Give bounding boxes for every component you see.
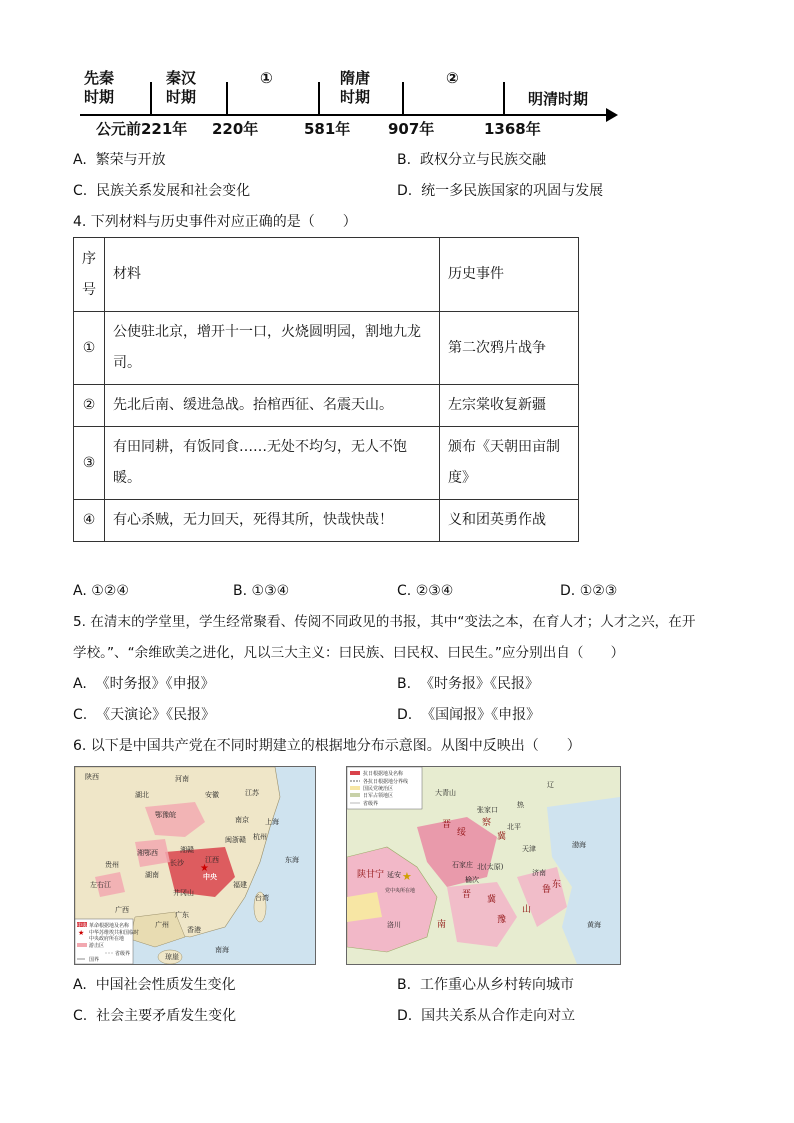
- svg-text:冀: 冀: [487, 895, 497, 905]
- svg-text:榆次: 榆次: [465, 876, 479, 884]
- q6-option-b[interactable]: B. 工作重心从乡村转向城市: [397, 977, 574, 993]
- svg-text:湘鄂西: 湘鄂西: [137, 849, 158, 857]
- q3-option-b[interactable]: B. 政权分立与民族交融: [397, 152, 546, 168]
- svg-text:中央: 中央: [77, 923, 88, 929]
- svg-text:省级界: 省级界: [115, 951, 131, 957]
- svg-text:★: ★: [78, 929, 85, 937]
- svg-text:豫: 豫: [497, 915, 507, 925]
- table-row: [74, 385, 579, 427]
- timeline-year: 907年: [388, 120, 435, 138]
- svg-text:中央: 中央: [203, 873, 217, 881]
- svg-text:大青山: 大青山: [435, 789, 456, 797]
- svg-text:北平: 北平: [507, 823, 521, 831]
- q3-option-a[interactable]: A. 繁荣与开放: [73, 152, 166, 168]
- row-index: ④: [74, 500, 105, 542]
- svg-text:辽: 辽: [547, 781, 554, 789]
- timeline-tick: [226, 82, 228, 116]
- svg-text:南: 南: [437, 920, 447, 930]
- timeline-tick: [503, 82, 505, 116]
- q6-option-c[interactable]: C. 社会主要矛盾发生变化: [73, 1008, 237, 1024]
- row-index: ②: [74, 385, 105, 427]
- svg-text:晋: 晋: [442, 820, 452, 830]
- table-header-row: [74, 238, 579, 312]
- svg-text:福建: 福建: [233, 881, 247, 889]
- svg-text:鄂豫皖: 鄂豫皖: [155, 811, 176, 819]
- svg-text:上海: 上海: [265, 818, 279, 826]
- svg-text:中华苏维埃共和国临时: 中华苏维埃共和国临时: [89, 930, 140, 936]
- svg-text:南海: 南海: [215, 946, 229, 954]
- svg-text:东: 东: [552, 880, 562, 890]
- row-material: 公使驻北京，增开十一口，火烧圆明园，割地九龙 司。: [105, 312, 440, 385]
- svg-text:长沙: 长沙: [170, 859, 184, 867]
- svg-text:天津: 天津: [522, 845, 536, 853]
- row-material: 有心杀贼，无力回天，死得其所，快哉快哉！: [105, 500, 440, 542]
- svg-text:广州: 广州: [155, 921, 169, 929]
- table-header-material: 材料: [105, 238, 440, 312]
- row-index: ③: [74, 427, 105, 500]
- svg-text:台湾: 台湾: [255, 894, 269, 902]
- soviet-base-areas-map: [74, 766, 316, 965]
- svg-text:中央政府所在地: 中央政府所在地: [89, 936, 125, 942]
- svg-text:热: 热: [517, 801, 524, 809]
- q5-option-a[interactable]: A. 《时务报》《申报》: [73, 676, 215, 692]
- timeline-year: 581年: [304, 120, 351, 138]
- timeline-period-ming-qing: 明清时期: [528, 90, 589, 108]
- row-event: 左宗棠收复新疆: [440, 385, 579, 427]
- timeline-period-blank-1: ①: [260, 69, 273, 87]
- q3-option-c[interactable]: C. 民族关系发展和社会变化: [73, 183, 251, 199]
- svg-text:北(太原): 北(太原): [477, 863, 504, 871]
- svg-text:左右江: 左右江: [90, 881, 111, 889]
- table-row: [74, 312, 579, 385]
- table-header-event: 历史事件: [440, 238, 579, 312]
- row-event: 义和团英勇作战: [440, 500, 579, 542]
- row-event: 第二次鸦片战争: [440, 312, 579, 385]
- timeline-arrow-icon: [606, 108, 618, 122]
- timeline-axis: [80, 114, 610, 116]
- q4-option-d[interactable]: D. ①②③: [560, 583, 618, 599]
- capital-star-icon: ★: [200, 863, 209, 874]
- table-row: [74, 427, 579, 500]
- table-row: [74, 500, 579, 542]
- q5-stem-line-1: 5. 在清末的学堂里，学生经常聚看、传阅不同政见的书报，其中“变法之本，在育人才；人才之兴，在开: [73, 614, 696, 630]
- svg-text:山: 山: [522, 905, 532, 915]
- yanan-star-icon: ★: [402, 870, 412, 883]
- svg-text:党中央所在地: 党中央所在地: [385, 888, 416, 894]
- timeline-year: 220年: [212, 120, 259, 138]
- svg-text:香港: 香港: [187, 926, 201, 934]
- svg-text:国民党统治区: 国民党统治区: [363, 786, 394, 792]
- svg-text:张家口: 张家口: [477, 806, 498, 814]
- q5-option-d[interactable]: D. 《国闻报》《申报》: [397, 707, 541, 723]
- timeline-tick: [150, 82, 152, 116]
- svg-text:湖南: 湖南: [145, 871, 159, 879]
- svg-text:国界: 国界: [89, 957, 100, 963]
- svg-text:广东: 广东: [175, 911, 189, 919]
- svg-text:洛川: 洛川: [387, 921, 401, 929]
- svg-text:石家庄: 石家庄: [452, 861, 473, 869]
- svg-text:济南: 济南: [532, 869, 546, 877]
- svg-text:陕甘宁: 陕甘宁: [357, 870, 385, 880]
- svg-text:广西: 广西: [115, 906, 129, 914]
- svg-text:各抗日根据地分界线: 各抗日根据地分界线: [363, 779, 409, 785]
- svg-text:察: 察: [482, 818, 492, 828]
- map2-legend: [347, 767, 422, 809]
- svg-text:晋: 晋: [462, 890, 472, 900]
- svg-text:江苏: 江苏: [245, 789, 259, 797]
- svg-text:冀: 冀: [497, 832, 507, 842]
- q6-option-d[interactable]: D. 国共关系从合作走向对立: [397, 1008, 576, 1024]
- q4-option-c[interactable]: C. ②③④: [397, 583, 454, 599]
- svg-text:黄海: 黄海: [587, 921, 601, 929]
- q4-option-b[interactable]: B. ①③④: [233, 583, 290, 599]
- row-material: 先北后南、缓进急战。抬棺西征、名震天山。: [105, 385, 440, 427]
- q4-material-table: [73, 237, 579, 542]
- svg-text:琼崖: 琼崖: [165, 953, 179, 961]
- svg-text:延安: 延安: [387, 871, 401, 879]
- timeline-year: 1368年: [484, 120, 541, 138]
- svg-text:湖北: 湖北: [135, 791, 149, 799]
- svg-text:陕西: 陕西: [85, 773, 99, 781]
- svg-text:湘赣: 湘赣: [180, 846, 194, 854]
- svg-text:游击区: 游击区: [89, 943, 105, 949]
- row-event: 颁布《天朝田亩制 度》: [440, 427, 579, 500]
- row-index: ①: [74, 312, 105, 385]
- svg-text:抗日根据地及名称: 抗日根据地及名称: [363, 771, 404, 777]
- svg-text:杭州: 杭州: [253, 833, 267, 841]
- timeline-period-blank-2: ②: [446, 69, 459, 87]
- svg-text:日军占领地区: 日军占领地区: [363, 793, 394, 799]
- svg-text:闽浙赣: 闽浙赣: [225, 836, 246, 844]
- q4-option-a[interactable]: A. ①②④: [73, 583, 129, 599]
- timeline-tick: [318, 82, 320, 116]
- timeline-year: 公元前221年: [96, 120, 188, 138]
- svg-text:东海: 东海: [285, 856, 299, 864]
- svg-text:安徽: 安徽: [205, 791, 219, 799]
- q6-stem: 6. 以下是中国共产党在不同时期建立的根据地分布示意图。从图中反映出（ ）: [73, 738, 581, 754]
- svg-text:井冈山: 井冈山: [173, 889, 194, 897]
- q4-stem: 4. 下列材料与历史事件对应正确的是（ ）: [73, 214, 357, 230]
- table-header-index: 序 号: [74, 238, 105, 312]
- svg-text:渤海: 渤海: [572, 841, 586, 849]
- timeline-period-qin-han: 秦汉 时期: [166, 69, 197, 106]
- kmt-area: [347, 892, 382, 922]
- svg-text:绥: 绥: [457, 828, 467, 838]
- q5-option-b[interactable]: B. 《时务报》《民报》: [397, 676, 539, 692]
- svg-text:鲁: 鲁: [542, 885, 552, 895]
- q5-stem-line-2: 学校。”、“余维欧美之进化，凡以三大主义：曰民族、曰民权、曰民生。”应分别出自（ ）: [73, 645, 625, 661]
- timeline-period-pre-qin: 先秦 时期: [84, 69, 115, 106]
- map1-legend: [75, 919, 139, 964]
- q6-option-a[interactable]: A. 中国社会性质发生变化: [73, 977, 236, 993]
- row-material: 有田同耕，有饭同食……无处不均匀，无人不饱 暖。: [105, 427, 440, 500]
- q5-option-c[interactable]: C. 《天演论》《民报》: [73, 707, 216, 723]
- svg-text:革命根据地及名称: 革命根据地及名称: [89, 923, 130, 929]
- timeline-tick: [402, 82, 404, 116]
- svg-text:江西: 江西: [205, 856, 219, 864]
- anti-japanese-base-areas-map: [346, 766, 621, 965]
- timeline-period-sui-tang: 隋唐 时期: [340, 69, 371, 106]
- svg-text:贵州: 贵州: [105, 861, 119, 869]
- svg-text:南京: 南京: [235, 816, 249, 824]
- q3-option-d[interactable]: D. 统一多民族国家的巩固与发展: [397, 183, 604, 199]
- svg-text:河南: 河南: [175, 775, 189, 783]
- svg-text:省级界: 省级界: [363, 801, 379, 807]
